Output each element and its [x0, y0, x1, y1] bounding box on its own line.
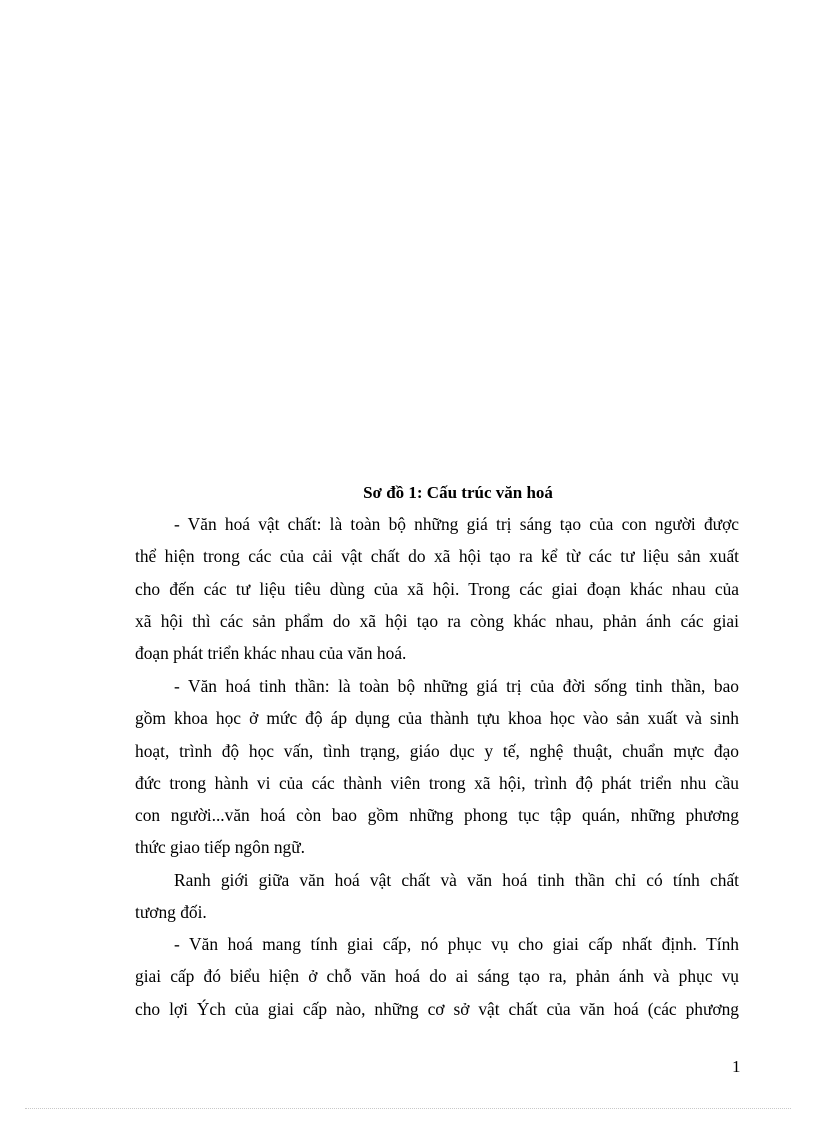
paragraph-material-culture: [135, 508, 739, 669]
paragraph-line: Ranh giới giữa văn hoá vật chất và văn hoá tinh thần chỉ có tính chất: [174, 870, 739, 890]
diagram-caption: Sơ đồ 1: Cấu trúc văn hoá: [363, 483, 553, 502]
paragraph-line: - Văn hoá tinh thần: là toàn bộ những giá trị của đời sống tinh thần, bao: [174, 676, 739, 696]
paragraph-line: giai cấp đó biểu hiện ở chỗ văn hoá do ai sáng tạo ra, phản ánh và phục vụ: [135, 966, 739, 987]
page-number: 1: [732, 1057, 741, 1076]
paragraph-line: con người...văn hoá còn bao gồm những phong tục tập quán, những phương: [135, 805, 739, 826]
paragraph-line: - Văn hoá vật chất: là toàn bộ những giá trị sáng tạo của con người được: [174, 514, 739, 534]
footer-divider: [25, 1108, 791, 1109]
paragraph-line: thức giao tiếp ngôn ngữ.: [135, 837, 306, 858]
paragraph-boundary: [135, 864, 739, 929]
paragraph-spiritual-culture: [135, 670, 739, 864]
paragraph-line: cho đến các tư liệu tiêu dùng của xã hội. Trong các giai đoạn khác nhau của: [135, 578, 739, 599]
paragraph-line: thể hiện trong các của cải vật chất do xã hội tạo ra kể từ các tư liệu sản xuất: [135, 546, 739, 567]
paragraph-line: đoạn phát triển khác nhau của văn hoá.: [135, 643, 407, 664]
paragraph-line: tương đối.: [135, 902, 207, 923]
paragraph-line: - Văn hoá mang tính giai cấp, nó phục vụ cho giai cấp nhất định. Tính: [174, 934, 739, 954]
paragraph-line: đức trong hành vi của các thành viên trong xã hội, trình độ phát triển nhu cầu: [135, 772, 739, 793]
paragraph-line: hoạt, trình độ học vấn, tình trạng, giáo dục y tế, nghệ thuật, chuẩn mực đạo: [135, 740, 739, 761]
paragraph-line: xã hội thì các sản phẩm do xã hội tạo ra còng khác nhau, phản ánh các giai: [135, 610, 739, 631]
paragraph-class-nature: [135, 928, 739, 1025]
paragraph-line: gồm khoa học ở mức độ áp dụng của thành tựu khoa học vào sản xuất và sinh: [135, 708, 739, 729]
paragraph-line: cho lợi Ých của giai cấp nào, những cơ sở vật chất của văn hoá (các phương: [135, 998, 739, 1019]
